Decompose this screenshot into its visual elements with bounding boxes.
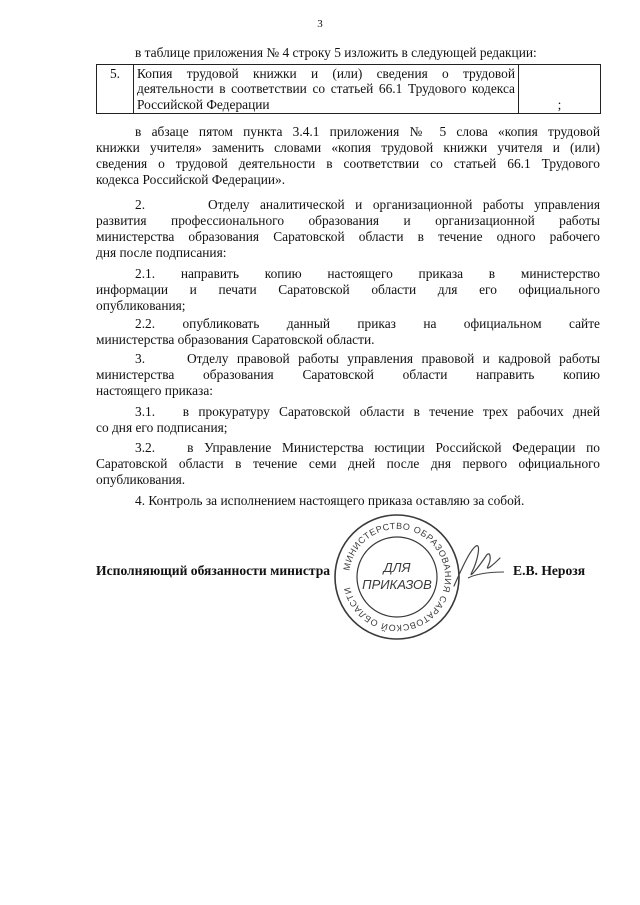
para-4: 4. Контроль за исполнением настоящего приказа оставляю за собой.	[135, 493, 525, 508]
para-2-line-3: министерства образования Саратовской области в течение одного рабочего	[96, 229, 600, 244]
amendment-table	[96, 64, 601, 114]
para-3-1-line-2: со дня его подписания;	[96, 420, 228, 435]
para-2-1-line-3: опубликования;	[96, 298, 186, 313]
para-2-1-line-1: 2.1. направить копию настоящего приказа в министерство	[135, 266, 600, 281]
para-3-2-line-1: 3.2. в Управление Министерства юстиции Российской Федерации по	[135, 440, 600, 455]
signatory-position: Исполняющий обязанности министра	[96, 563, 331, 578]
para-3-2-line-3: опубликования.	[96, 472, 186, 487]
para-3-line-3: настоящего приказа:	[96, 383, 214, 398]
para-3-2-line-2: Саратовской области в течение семи дней после дня первого официального	[96, 456, 600, 471]
para-2-line-1: 2. Отделу аналитической и организационной работы управления	[135, 197, 600, 212]
row-tail: ;	[519, 65, 601, 114]
table-row	[97, 65, 601, 114]
para-2-2-line-2: министерства образования Саратовской области.	[96, 332, 375, 347]
handwritten-signature	[448, 538, 508, 598]
para-2-1-line-2: информации и печати Саратовской области для его официального	[96, 282, 600, 297]
para-1-line-1: в абзаце пятом пункта 3.4.1 приложения № 5 слова «копия трудовой	[135, 124, 600, 139]
stamp-ring-text: МИНИСТЕРСТВО ОБРАЗОВАНИЯ САРАТОВСКОЙ ОБЛАСТИ	[341, 520, 454, 634]
stamp-center-line-2: ПРИКАЗОВ	[362, 577, 432, 592]
row-number: 5.	[97, 65, 134, 114]
para-1-line-2: книжки учителя» заменить словами «копия трудовой книжки учителя и (или)	[96, 140, 600, 155]
para-2-line-4: дня после подписания:	[96, 245, 227, 260]
para-3-1-line-1: 3.1. в прокуратуру Саратовской области в течение трех рабочих дней	[135, 404, 600, 419]
official-stamp	[332, 512, 462, 642]
para-2-2-line-1: 2.2. опубликовать данный приказ на официальном сайте	[135, 316, 600, 331]
page-number: 3	[317, 18, 323, 30]
intro-line: в таблице приложения № 4 строку 5 изложить в следующей редакции:	[135, 45, 537, 60]
para-1-line-3: сведения о трудовой деятельности в соответствии со статьей 66.1 Трудового	[96, 156, 600, 171]
stamp-center-line-1: ДЛЯ	[383, 560, 411, 575]
para-3-line-2: министерства образования Саратовской области направить копию	[96, 367, 600, 382]
row-text: Копия трудовой книжки и (или) сведения о трудовой деятельности в соответствии со статьей 66.1 Трудового кодекса Российской Федерации	[134, 65, 519, 114]
signatory-name: Е.В. Нерозя	[513, 563, 586, 578]
para-2-line-2: развития профессионального образования и организационной работы	[96, 213, 600, 228]
para-3-line-1: 3. Отделу правовой работы управления правовой и кадровой работы	[135, 351, 600, 366]
para-1-line-4: кодекса Российской Федерации».	[96, 172, 286, 187]
